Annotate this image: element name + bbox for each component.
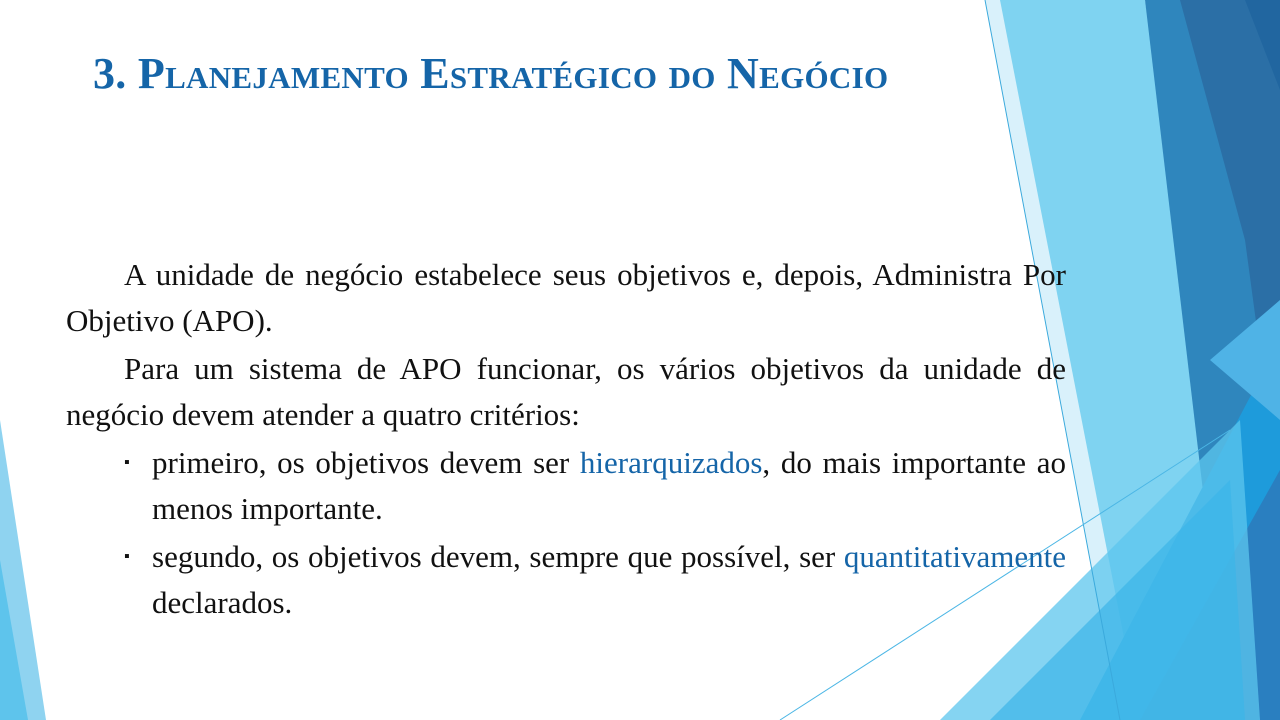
criteria-list (66, 440, 1066, 626)
paragraph-2: Para um sistema de APO funcionar, os vários objetivos da unidade de negócio devem atender a quatro critérios: (66, 351, 1066, 432)
paragraph-1: A unidade de negócio estabelece seus objetivos e, depois, Administra Por Objetivo (APO). (66, 257, 1066, 338)
slide-body (66, 252, 1066, 628)
bullet-marker: ▪ (124, 454, 130, 471)
bullet-text-before: primeiro, os objetivos devem ser (152, 445, 580, 480)
slide-title: 3. Planejamento Estratégico do Negócio (93, 49, 889, 98)
bullet-marker: ▪ (124, 548, 130, 565)
list-item (124, 534, 1066, 626)
bullet-text-after: , do mais importante ao menos importante. (152, 445, 1066, 526)
highlight-term: hierarquizados (579, 445, 763, 480)
bullet-text-after: declarados. (152, 585, 293, 620)
highlight-term: quantitativamente (843, 539, 1066, 574)
bullet-text-before: segundo, os objetivos devem, sempre que possível, ser (152, 539, 844, 574)
list-item (124, 440, 1066, 532)
